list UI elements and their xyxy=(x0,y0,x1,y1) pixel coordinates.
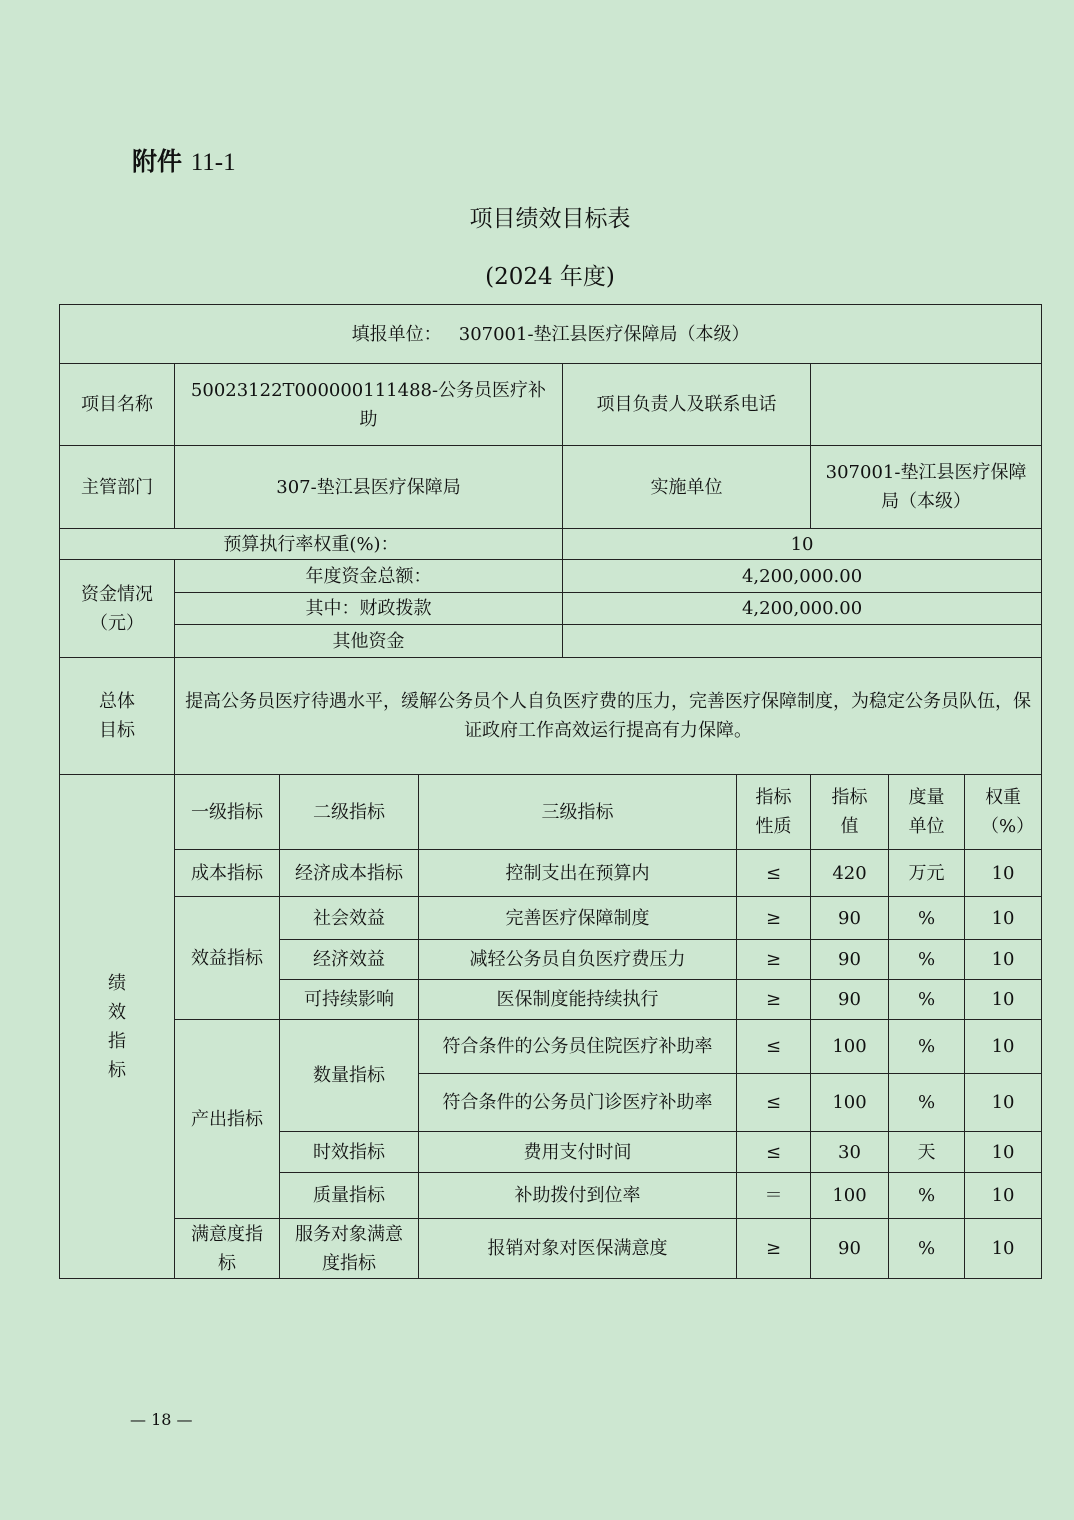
table-row xyxy=(60,1020,1042,1074)
weight-cell: 10 xyxy=(965,1074,1042,1132)
unit-cell: % xyxy=(889,1219,965,1279)
unit-cell: % xyxy=(889,940,965,980)
l3-cell: 减轻公务员自负医疗费压力 xyxy=(419,940,737,980)
nature-cell: ≥ xyxy=(737,1219,811,1279)
funds-label: 资金情况（元） xyxy=(60,560,175,658)
l1-cell: 满意度指标 xyxy=(175,1219,280,1279)
l2-cell: 数量指标 xyxy=(280,1020,419,1132)
dept-value: 307-垫江县医疗保障局 xyxy=(175,446,563,529)
unit-cell: % xyxy=(889,1173,965,1219)
page-year: (2024 年度) xyxy=(485,264,615,290)
l3-cell: 完善医疗保障制度 xyxy=(419,897,737,940)
value-cell: 100 xyxy=(811,1020,889,1074)
l1-cell: 成本指标 xyxy=(175,850,280,897)
attachment-number: 11-1 xyxy=(190,149,236,176)
table-row xyxy=(60,1219,1042,1279)
l2-cell: 经济成本指标 xyxy=(280,850,419,897)
project-name-value: 50023122T000000111488-公务员医疗补助 xyxy=(175,364,563,446)
attachment-prefix: 附件 xyxy=(132,147,183,176)
funds-total-value: 4,200,000.00 xyxy=(563,560,1042,593)
l2-cell: 质量指标 xyxy=(280,1173,419,1219)
l1-cell: 效益指标 xyxy=(175,897,280,1020)
l2-cell: 社会效益 xyxy=(280,897,419,940)
weight-cell: 10 xyxy=(965,1132,1042,1173)
weight-cell: 10 xyxy=(965,1173,1042,1219)
l3-cell: 控制支出在预算内 xyxy=(419,850,737,897)
l1-cell: 产出指标 xyxy=(175,1020,280,1219)
funds-total-row xyxy=(60,560,1042,593)
attachment-label xyxy=(132,142,236,178)
weight-cell: 10 xyxy=(965,897,1042,940)
unit-cell: % xyxy=(889,980,965,1020)
page-title: 项目绩效目标表 xyxy=(469,206,631,232)
header-weight: 权重（%） xyxy=(965,775,1042,850)
nature-cell: ≥ xyxy=(737,940,811,980)
value-cell: 30 xyxy=(811,1132,889,1173)
value-cell: 90 xyxy=(811,1219,889,1279)
performance-table xyxy=(59,304,1042,1279)
header-unit: 度量单位 xyxy=(889,775,965,850)
header-l2: 二级指标 xyxy=(280,775,419,850)
l2-cell: 可持续影响 xyxy=(280,980,419,1020)
goal-row xyxy=(60,658,1042,775)
weight-cell: 10 xyxy=(965,1020,1042,1074)
unit-value: 307001-垫江县医疗保障局（本级） xyxy=(458,323,750,345)
nature-cell: ≥ xyxy=(737,980,811,1020)
contact-label: 项目负责人及联系电话 xyxy=(563,364,811,446)
weight-cell: 10 xyxy=(965,940,1042,980)
funds-fiscal-value: 4,200,000.00 xyxy=(563,593,1042,625)
value-cell: 90 xyxy=(811,980,889,1020)
unit-cell: 万元 xyxy=(889,850,965,897)
header-nature: 指标性质 xyxy=(737,775,811,850)
l3-cell: 费用支付时间 xyxy=(419,1132,737,1173)
nature-cell: ≤ xyxy=(737,1132,811,1173)
page-number: — 18 — xyxy=(130,1410,193,1429)
value-cell: 100 xyxy=(811,1173,889,1219)
l3-cell: 符合条件的公务员住院医疗补助率 xyxy=(419,1020,737,1074)
unit-cell: 天 xyxy=(889,1132,965,1173)
goal-text: 提高公务员医疗待遇水平，缓解公务员个人自负医疗费的压力，完善医疗保障制度，为稳定公务员队伍，保证政府工作高效运行提高有力保障。 xyxy=(175,658,1042,775)
l3-cell: 补助拨付到位率 xyxy=(419,1173,737,1219)
unit-cell xyxy=(60,305,1042,364)
header-l3: 三级指标 xyxy=(419,775,737,850)
value-cell: 90 xyxy=(811,897,889,940)
header-value: 指标值 xyxy=(811,775,889,850)
value-cell: 100 xyxy=(811,1074,889,1132)
value-cell: 90 xyxy=(811,940,889,980)
impl-label: 实施单位 xyxy=(563,446,811,529)
l3-cell: 符合条件的公务员门诊医疗补助率 xyxy=(419,1074,737,1132)
l2-cell: 经济效益 xyxy=(280,940,419,980)
l3-cell: 医保制度能持续执行 xyxy=(419,980,737,1020)
dept-row xyxy=(60,446,1042,529)
table-row xyxy=(60,850,1042,897)
weight-cell: 10 xyxy=(965,850,1042,897)
funds-fiscal-row xyxy=(60,593,1042,625)
funds-other-value xyxy=(563,625,1042,658)
unit-row xyxy=(60,305,1042,364)
unit-cell: % xyxy=(889,897,965,940)
nature-cell: ＝ xyxy=(737,1173,811,1219)
l3-cell: 报销对象对医保满意度 xyxy=(419,1219,737,1279)
project-row xyxy=(60,364,1042,446)
unit-label: 填报单位： xyxy=(351,323,442,345)
nature-cell: ≤ xyxy=(737,1074,811,1132)
perf-header-row xyxy=(60,775,1042,850)
impl-value: 307001-垫江县医疗保障局（本级） xyxy=(811,446,1042,529)
funds-total-label: 年度资金总额： xyxy=(175,560,563,593)
value-cell: 420 xyxy=(811,850,889,897)
unit-cell: % xyxy=(889,1020,965,1074)
goal-label: 总体目标 xyxy=(60,658,175,775)
perf-label: 绩效指标 xyxy=(60,775,175,1279)
nature-cell: ≤ xyxy=(737,1020,811,1074)
weight-cell: 10 xyxy=(965,1219,1042,1279)
funds-fiscal-label: 其中：财政拨款 xyxy=(175,593,563,625)
funds-other-row xyxy=(60,625,1042,658)
dept-label: 主管部门 xyxy=(60,446,175,529)
nature-cell: ≥ xyxy=(737,897,811,940)
funds-other-label: 其他资金 xyxy=(175,625,563,658)
budget-weight-row xyxy=(60,529,1042,560)
budget-weight-value: 10 xyxy=(563,529,1042,560)
unit-cell: % xyxy=(889,1074,965,1132)
table-row xyxy=(60,897,1042,940)
project-name-label: 项目名称 xyxy=(60,364,175,446)
header-l1: 一级指标 xyxy=(175,775,280,850)
contact-value xyxy=(811,364,1042,446)
l2-cell: 服务对象满意度指标 xyxy=(280,1219,419,1279)
nature-cell: ≤ xyxy=(737,850,811,897)
budget-weight-label: 预算执行率权重(%)： xyxy=(60,529,563,560)
l2-cell: 时效指标 xyxy=(280,1132,419,1173)
weight-cell: 10 xyxy=(965,980,1042,1020)
